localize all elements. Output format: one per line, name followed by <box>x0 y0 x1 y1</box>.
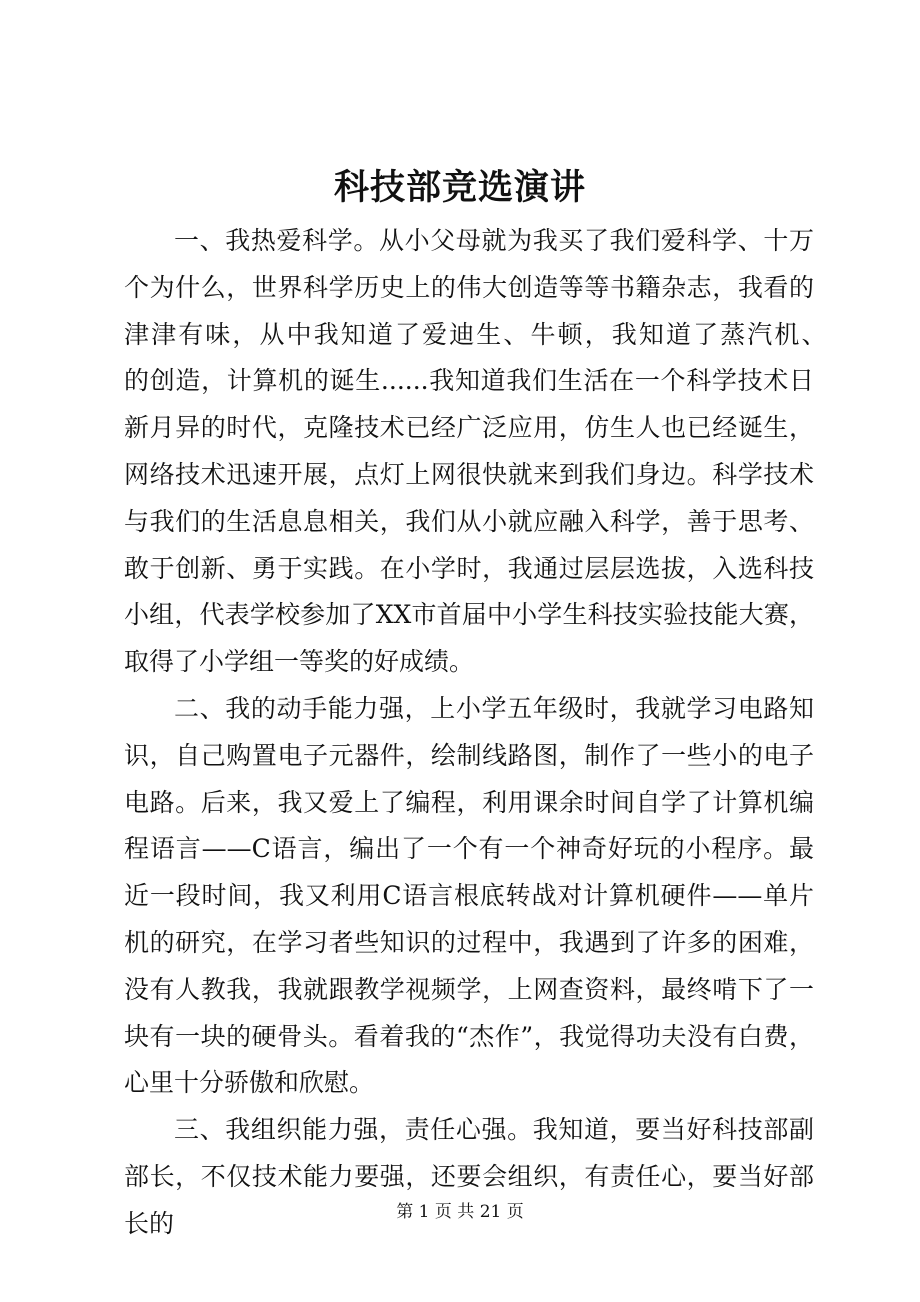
paragraph-1: 一、我热爱科学。从小父母就为我买了我们爱科学、十万个为什么，世界科学历史上的伟大创造等等书籍杂志，我看的津津有味，从中我知道了爱迪生、牛顿，我知道了蒸汽机、 的创造，计算机的诞生......我知道我们生活在一个科学技术日新月异的时代，克隆技术已经广泛应用，仿生人也已经诞生，网络技术迅速开展，点灯上网很快就来到我们身边。科学技术与我们的生活息息相关，我们从小就应融入科学，善于思考、敢于创新、勇于实践。在小学时，我通过层层选拔，入选科技小组，代表学校参加了XX市首届中小学生科技实验技能大赛，取得了小学组一等奖的好成绩。 <box>124 226 847 677</box>
page-footer: 第 1 页 共 21 页 <box>396 1202 524 1222</box>
document-title: 科技部竞选演讲 <box>333 167 586 208</box>
document-body <box>124 218 847 1248</box>
paragraph-2: 二、我的动手能力强，上小学五年级时，我就学习电路知识，自己购置电子元器件，绘制线路图，制作了一些小的电子电路。后来，我又爱上了编程，利用课余时间自学了计算机编程语言——C语言，编出了一个有一个神奇好玩的小程序。最近一段时间，我又利用C语言根底转战对计算机硬件——单片机的研究，在学习者些知识的过程中，我遇到了许多的困难，没有人教我，我就跟教学视频学，上网查资料，最终啃下了一块有一块的硬骨头。看着我的“杰作”，我觉得功夫没有白费，心里十分骄傲和欣慰。 <box>124 693 814 1098</box>
paragraph-3: 三、我组织能力强，责任心强。我知道，要当好科技部副部长，不仅技术能力要强，还要会组织，有责任心，要当好部长的 <box>124 1115 814 1238</box>
